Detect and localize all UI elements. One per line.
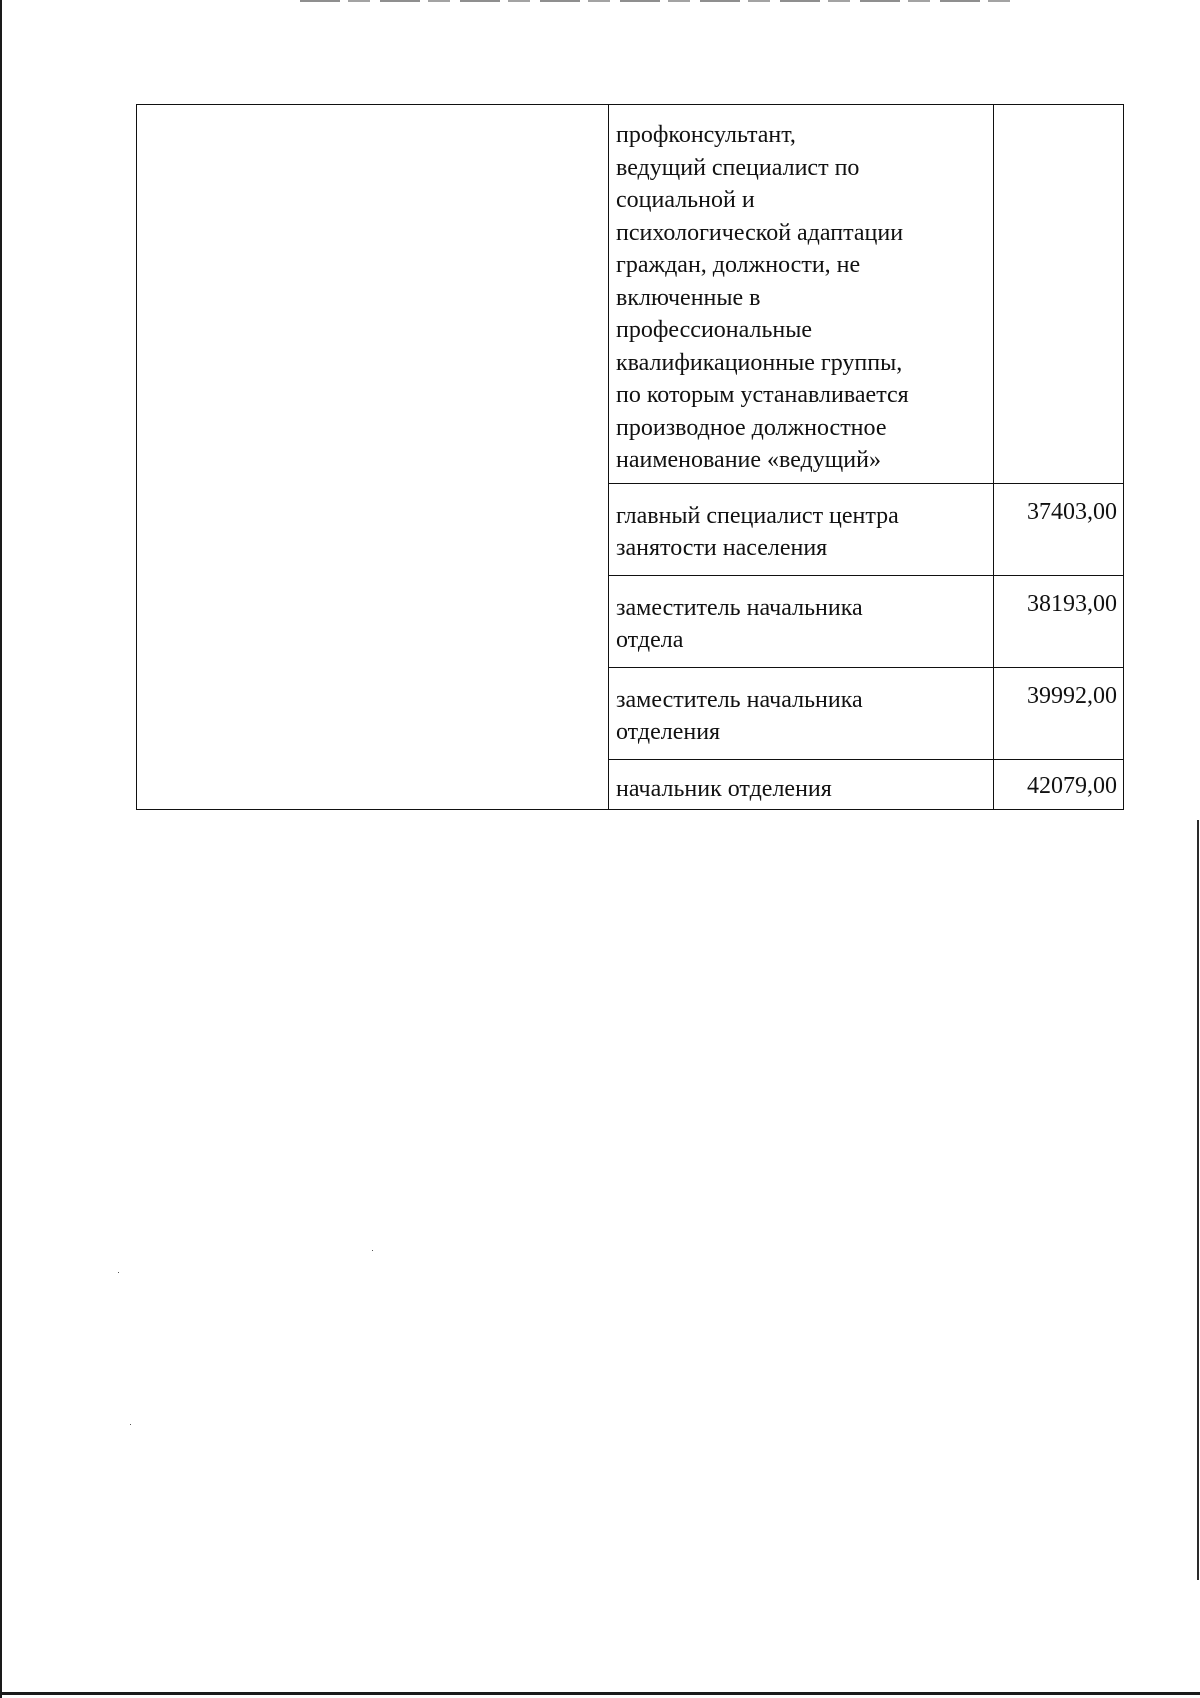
position-line: включенные в [616,284,761,311]
position-line: квалификационные группы, [616,349,903,376]
position-cell [609,667,994,759]
salary-cell: 39992,00 [994,667,1124,759]
salary-cell: 38193,00 [994,575,1124,667]
position-line: занятости населения [616,535,828,561]
position-line: отделения [616,719,721,745]
position-line: социальной и [616,187,755,213]
salary-cell [994,105,1124,484]
salary-cell: 37403,00 [994,483,1124,575]
scan-edge-left [0,0,2,1698]
position-line: главный специалист центра [616,502,899,529]
position-line: граждан, должности, не [616,252,861,278]
table-row [137,105,1124,484]
position-line: профконсультант, [616,122,796,148]
scan-edge-right [1197,820,1199,1580]
position-line: наименование «ведущий» [616,447,881,473]
position-line: профессиональные [616,317,813,343]
position-line: по которым устанавливается [616,382,909,408]
salary-cell: 42079,00 [994,759,1124,810]
position-line: заместитель начальника [616,594,863,621]
position-cell [609,759,994,810]
position-line: психологической адаптации [616,219,904,246]
position-cell [609,105,994,484]
scan-speck [118,1272,119,1273]
position-line: начальник отделения [616,775,832,802]
table-cell-merged-empty [137,105,609,810]
position-line: заместитель начальника [616,686,863,713]
scan-edge-top [300,0,1020,2]
position-cell [609,575,994,667]
scan-edge-bottom [0,1692,1200,1695]
position-line: ведущий специалист по [616,154,860,181]
position-line: отдела [616,627,684,653]
salary-table [136,104,1124,810]
position-cell [609,483,994,575]
scan-speck [130,1424,131,1425]
scan-speck [372,1250,373,1251]
position-line: производное должностное [616,414,887,441]
